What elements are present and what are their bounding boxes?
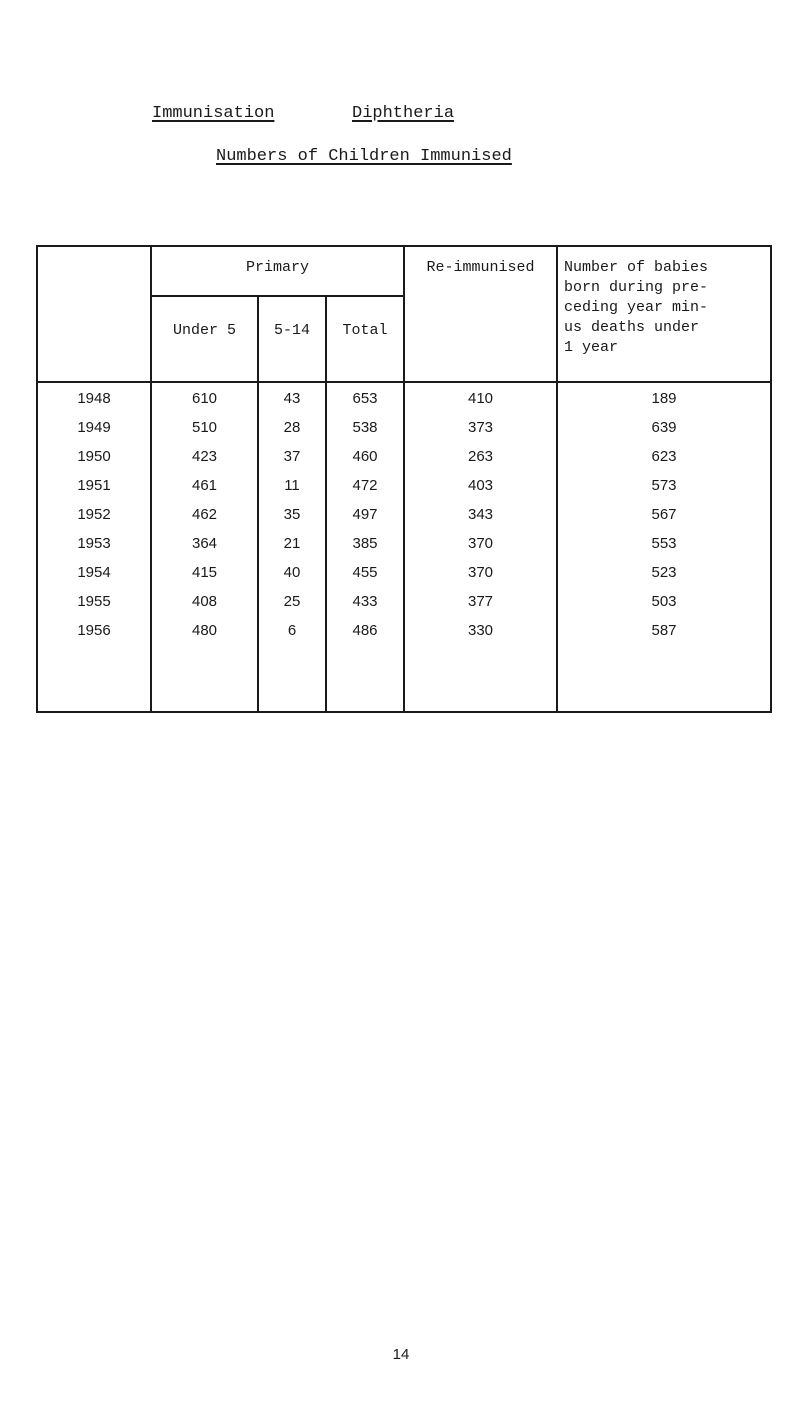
header-primary: Primary <box>245 259 309 276</box>
cell-under-5: 423 <box>191 448 218 465</box>
immunisation-table <box>36 245 772 713</box>
cell-babies: 523 <box>651 564 677 581</box>
page-number: 14 <box>392 1346 410 1363</box>
cell-babies: 553 <box>651 535 677 552</box>
cell-5-14: 35 <box>283 506 301 523</box>
cell-under-5: 461 <box>191 477 218 494</box>
table-border-right <box>770 245 772 713</box>
heading-immunisation: Immunisation <box>152 104 275 123</box>
cell-5-14: 28 <box>283 419 301 436</box>
cell-total: 433 <box>352 593 378 610</box>
cell-5-14: 37 <box>283 448 301 465</box>
cell-babies: 567 <box>651 506 677 523</box>
cell-under-5: 462 <box>191 506 218 523</box>
cell-total: 538 <box>352 419 378 436</box>
cell-under-5: 480 <box>191 622 218 639</box>
cell-total: 486 <box>352 622 378 639</box>
header-reimmunised: Re-immunised <box>426 259 535 276</box>
cell-babies: 573 <box>651 477 677 494</box>
cell-year: 1950 <box>77 448 111 465</box>
cell-reimmunised: 410 <box>467 390 494 407</box>
cell-reimmunised: 377 <box>467 593 494 610</box>
header-total: Total <box>342 322 388 339</box>
cell-year: 1956 <box>77 622 111 639</box>
cell-total: 497 <box>352 506 378 523</box>
cell-year: 1949 <box>77 419 111 436</box>
cell-babies: 639 <box>651 419 677 436</box>
cell-5-14: 43 <box>283 390 301 407</box>
cell-total: 472 <box>352 477 378 494</box>
cell-under-5: 610 <box>191 390 218 407</box>
cell-5-14: 6 <box>287 622 297 639</box>
page-subtitle: Numbers of Children Immunised <box>216 147 512 166</box>
cell-5-14: 11 <box>284 477 300 494</box>
cell-reimmunised: 370 <box>467 564 494 581</box>
cell-under-5: 510 <box>191 419 218 436</box>
cell-babies: 587 <box>651 622 677 639</box>
cell-year: 1951 <box>77 477 111 494</box>
cell-reimmunised: 403 <box>467 477 494 494</box>
cell-5-14: 40 <box>283 564 301 581</box>
cell-year: 1953 <box>77 535 111 552</box>
header-under-5: Under 5 <box>172 322 236 339</box>
cell-total: 460 <box>352 448 378 465</box>
cell-total: 385 <box>352 535 378 552</box>
cell-reimmunised: 343 <box>467 506 494 523</box>
cell-reimmunised: 370 <box>467 535 494 552</box>
cell-under-5: 408 <box>191 593 218 610</box>
header-5-14: 5-14 <box>273 322 310 339</box>
divider-5to14-total <box>325 295 327 713</box>
cell-reimmunised: 263 <box>467 448 494 465</box>
cell-total: 455 <box>352 564 378 581</box>
cell-under-5: 415 <box>191 564 218 581</box>
cell-under-5: 364 <box>191 535 218 552</box>
cell-total: 653 <box>352 390 378 407</box>
cell-year: 1955 <box>77 593 111 610</box>
cell-5-14: 25 <box>283 593 301 610</box>
cell-reimmunised: 330 <box>467 622 494 639</box>
cell-babies: 503 <box>651 593 677 610</box>
cell-year: 1954 <box>77 564 111 581</box>
header-babies: Number of babies born during pre- ceding year min- us deaths under 1 year <box>564 259 709 356</box>
cell-5-14: 21 <box>283 535 301 552</box>
cell-year: 1948 <box>77 390 111 407</box>
divider-under5-5to14 <box>257 295 259 713</box>
cell-reimmunised: 373 <box>467 419 494 436</box>
heading-diphtheria: Diphtheria <box>352 104 455 123</box>
primary-subheader-rule <box>150 295 405 297</box>
cell-babies: 189 <box>651 390 677 407</box>
cell-babies: 623 <box>651 448 677 465</box>
cell-year: 1952 <box>77 506 111 523</box>
